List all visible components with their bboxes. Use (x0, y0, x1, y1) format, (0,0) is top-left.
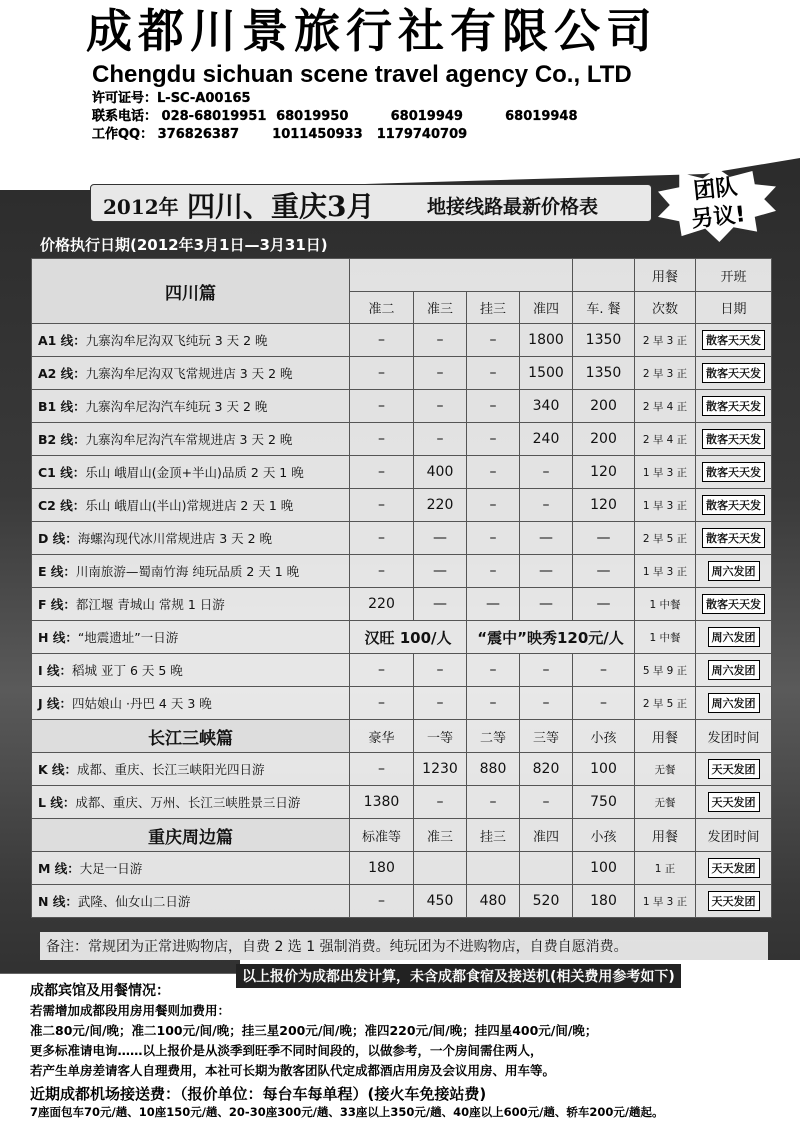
schedule-tag: 散客天天发 (702, 396, 765, 416)
meal-cell: 1 中餐 (635, 588, 696, 621)
route-name (32, 786, 350, 819)
price-cell: 1350 (573, 357, 635, 390)
price-cell: 340 (520, 390, 573, 423)
schedule-tag: 周六发团 (708, 561, 760, 581)
special-price-1: 汉旺 100/人 (350, 621, 467, 654)
price-cell: 240 (520, 423, 573, 456)
banner-rest: 地接线路最新价格表 (427, 196, 599, 218)
route-code: L 线： (38, 795, 76, 810)
price-cell: – (414, 654, 467, 687)
route-name (32, 588, 350, 621)
phone-3: 68019949 (390, 109, 463, 124)
price-cell: – (467, 390, 520, 423)
price-cell: – (467, 786, 520, 819)
route-title: 成都、重庆、万州、长江三峡胜景三日游 (75, 795, 301, 810)
price-cell: — (573, 555, 635, 588)
hotel-line-3: 更多标准请电询……以上报价是从淡季到旺季不同时间段的，以做参考，一个房间需住两人， (30, 1043, 543, 1058)
price-cell: 880 (467, 753, 520, 786)
meal-cell: 2 早 4 正 (635, 390, 696, 423)
table-row (32, 753, 772, 786)
price-cell: – (520, 456, 573, 489)
price-cell (520, 852, 573, 885)
price-cell: – (350, 423, 414, 456)
meal-cell: 2 早 3 正 (635, 324, 696, 357)
route-name (32, 489, 350, 522)
schedule-cell (696, 753, 772, 786)
table-row (32, 819, 772, 852)
route-name (32, 852, 350, 885)
meal-cell: 2 早 5 正 (635, 687, 696, 720)
schedule-cell (696, 786, 772, 819)
schedule-tag: 天天发团 (708, 858, 760, 878)
column-header: 准四 (520, 819, 573, 852)
price-cell: 100 (573, 753, 635, 786)
license-number: L-SC-A00165 (157, 91, 251, 106)
qq-1: 376826387 (157, 127, 240, 142)
price-cell: – (414, 423, 467, 456)
meal-cell: 无餐 (635, 786, 696, 819)
price-cell: – (520, 654, 573, 687)
route-title: 乐山 峨眉山(金顶+半山)品质 2 天 1 晚 (85, 465, 304, 480)
price-cell: – (350, 357, 414, 390)
title-banner (90, 184, 652, 222)
schedule-tag: 天天发团 (708, 891, 760, 911)
route-code: J 线： (38, 696, 73, 711)
quote-slogan: 以上报价为成都出发计算，未含成都食宿及接送机(相关费用参考如下) (236, 964, 681, 988)
meal-cell: 1 早 3 正 (635, 885, 696, 918)
schedule-cell (696, 456, 772, 489)
price-cell: 220 (414, 489, 467, 522)
column-header: 豪华 (350, 720, 414, 753)
schedule-tag: 散客天天发 (702, 495, 765, 515)
schedule-tag: 散客天天发 (702, 462, 765, 482)
column-header: 准二 (350, 292, 414, 324)
price-cell: – (350, 687, 414, 720)
route-title: “地震遗址”一日游 (77, 630, 179, 645)
schedule-cell (696, 522, 772, 555)
price-cell: – (573, 654, 635, 687)
price-cell: – (467, 654, 520, 687)
meal-cell: 1 正 (635, 852, 696, 885)
price-cell: – (467, 456, 520, 489)
route-name (32, 522, 350, 555)
qq-label: 工作QQ： (92, 127, 154, 142)
phone-4: 68019948 (505, 109, 578, 124)
price-cell: – (467, 324, 520, 357)
phone-line (92, 108, 578, 126)
sched-header-bottom: 日期 (696, 292, 772, 324)
route-name (32, 555, 350, 588)
price-cell: 450 (414, 885, 467, 918)
route-title: 成都、重庆、长江三峡阳光四日游 (77, 762, 265, 777)
route-title: 九寨沟牟尼沟双飞常规进店 3 天 2 晚 (85, 366, 293, 381)
price-cell: – (520, 489, 573, 522)
table-row (32, 522, 772, 555)
schedule-cell (696, 390, 772, 423)
route-name (32, 423, 350, 456)
meal-cell: 5 早 9 正 (635, 654, 696, 687)
route-code: C1 线： (38, 465, 86, 480)
route-title: 川南旅游—蜀南竹海 纯玩品质 2 天 1 晚 (75, 564, 300, 579)
schedule-tag: 周六发团 (708, 693, 760, 713)
license-line (92, 90, 251, 108)
schedule-cell (696, 423, 772, 456)
special-price-2: “震中”映秀120元/人 (467, 621, 635, 654)
table-row (32, 390, 772, 423)
schedule-tag: 周六发团 (708, 660, 760, 680)
sched-header-top: 开班 (696, 259, 772, 292)
route-code: A1 线： (38, 333, 86, 348)
fax-number: 028-68019946 (542, 145, 648, 160)
meal-cell: 1 早 3 正 (635, 489, 696, 522)
price-cell: – (414, 390, 467, 423)
column-header: 标准等 (350, 819, 414, 852)
table-row (32, 786, 772, 819)
phone-2: 68019950 (276, 109, 349, 124)
price-cell: – (467, 687, 520, 720)
price-cell: — (520, 555, 573, 588)
column-header: 一等 (414, 720, 467, 753)
table-row (32, 324, 772, 357)
price-cell: – (350, 324, 414, 357)
route-code: D 线： (38, 531, 78, 546)
price-cell: 480 (467, 885, 520, 918)
column-header: 三等 (520, 720, 573, 753)
remarks: 备注：常规团为正常进购物店，自费 2 选 1 强制消费。纯玩团为不进购物店，自费自愿消费。 (40, 932, 768, 960)
price-cell: – (573, 687, 635, 720)
price-cell: — (573, 588, 635, 621)
table-row (32, 588, 772, 621)
price-cell (414, 852, 467, 885)
column-header: 小孩 (573, 720, 635, 753)
meal-cell: 无餐 (635, 753, 696, 786)
schedule-cell (696, 654, 772, 687)
schedule-cell (696, 885, 772, 918)
price-cell: 1500 (520, 357, 573, 390)
price-cell: 1350 (573, 324, 635, 357)
price-cell: – (467, 555, 520, 588)
section-yangtze: 长江三峡篇 (32, 720, 350, 753)
effective-date: 价格执行日期(2012年3月1日—3月31日) (40, 236, 328, 254)
schedule-cell (696, 357, 772, 390)
price-cell: – (350, 489, 414, 522)
schedule-tag: 周六发团 (708, 627, 760, 647)
section-sichuan: 四川篇 (32, 259, 350, 324)
price-cell: — (520, 588, 573, 621)
route-name (32, 357, 350, 390)
route-code: C2 线： (38, 498, 86, 513)
airport-title: 近期成都机场接送费：（报价单位：每台车每单程）(接火车免接站费) (30, 1085, 487, 1103)
route-code: B1 线： (38, 399, 86, 414)
schedule-cell (696, 588, 772, 621)
column-header: 车. 餐 (573, 292, 635, 324)
phone-label: 联系电话： (92, 109, 158, 124)
badge-line-1: 团队 (692, 174, 739, 205)
price-cell: – (467, 423, 520, 456)
meal-header-top: 用餐 (635, 259, 696, 292)
schedule-tag: 散客天天发 (702, 528, 765, 548)
address-line (92, 144, 648, 162)
price-cell: – (350, 654, 414, 687)
meal-header-bottom: 次数 (635, 292, 696, 324)
price-cell: – (350, 753, 414, 786)
address-label: 地 址： (92, 145, 158, 160)
price-cell: – (414, 786, 467, 819)
route-name (32, 456, 350, 489)
price-cell: – (350, 885, 414, 918)
header-blank (350, 259, 573, 292)
banner-year: 2012年 (103, 195, 179, 219)
price-cell: 120 (573, 489, 635, 522)
route-title: 大足一日游 (79, 861, 143, 876)
airport-fees: 7座面包车70元/趟、10座150元/趟、20-30座300元/趟、33座以上350元/趟、40座以上600元/趟、轿车200元/趟起。 (30, 1105, 664, 1119)
route-name (32, 324, 350, 357)
column-header: 准四 (520, 292, 573, 324)
price-cell: – (467, 357, 520, 390)
table-row (32, 654, 772, 687)
meal-cell: 1 早 3 正 (635, 555, 696, 588)
route-name (32, 654, 350, 687)
route-title: 九寨沟牟尼沟汽车常规进店 3 天 2 晚 (85, 432, 293, 447)
schedule-cell (696, 324, 772, 357)
route-title: 九寨沟牟尼沟双飞纯玩 3 天 2 晚 (85, 333, 268, 348)
column-header: 准三 (414, 292, 467, 324)
schedule-tag: 散客天天发 (702, 429, 765, 449)
schedule-cell (696, 621, 772, 654)
table-row (32, 621, 772, 654)
route-title: 都江堰 青城山 常规 1 日游 (75, 597, 225, 612)
group-negotiable-text (669, 171, 764, 236)
meal-cell: 1 中餐 (635, 621, 696, 654)
route-code: F 线： (38, 597, 76, 612)
route-code: M 线： (38, 861, 80, 876)
route-title: 四姑娘山 ·丹巴 4 天 3 晚 (72, 696, 212, 711)
meal-cell: 2 早 3 正 (635, 357, 696, 390)
price-cell (467, 852, 520, 885)
company-name-en: Chengdu sichuan scene travel agency Co., LTD (92, 61, 632, 88)
price-cell: – (350, 522, 414, 555)
section-chongqing: 重庆周边篇 (32, 819, 350, 852)
meal-cell: 2 早 5 正 (635, 522, 696, 555)
schedule-cell (696, 555, 772, 588)
table-row (32, 456, 772, 489)
schedule-tag: 散客天天发 (702, 330, 765, 350)
route-code: E 线： (38, 564, 76, 579)
address: 成都市西安南路69号西雅图5-22室 (161, 145, 369, 160)
price-cell: 180 (350, 852, 414, 885)
schedule-tag: 散客天天发 (702, 363, 765, 383)
route-code: K 线： (38, 762, 78, 777)
price-cell: – (350, 390, 414, 423)
schedule-tag: 散客天天发 (702, 594, 765, 614)
price-cell: 520 (520, 885, 573, 918)
price-cell: — (573, 522, 635, 555)
route-title: 乐山 峨眉山(半山)常规进店 2 天 1 晚 (85, 498, 294, 513)
price-cell: 1800 (520, 324, 573, 357)
column-header: 小孩 (573, 819, 635, 852)
qq-2: 1011450933 (272, 127, 363, 142)
hotel-title: 成都宾馆及用餐情况： (30, 983, 170, 999)
qq-3: 1179740709 (376, 127, 468, 142)
company-name-cn: 成都川景旅行社有限公司 (86, 4, 658, 58)
schedule-tag: 天天发团 (708, 759, 760, 779)
meal-header: 用餐 (635, 819, 696, 852)
schedule-tag: 天天发团 (708, 792, 760, 812)
schedule-cell (696, 687, 772, 720)
table-row (32, 423, 772, 456)
sched-header: 发团时间 (696, 720, 772, 753)
hotel-line-2: 准二80元/间/晚；准二100元/间/晚；挂三星200元/间/晚；准四220元/间/晚；挂四星400元/间/晚； (30, 1023, 598, 1038)
banner-region: 四川、重庆3月 (187, 190, 375, 223)
route-title: 海螺沟现代冰川常规进店 3 天 2 晚 (77, 531, 273, 546)
route-title: 稻城 亚丁 6 天 5 晚 (72, 663, 183, 678)
route-title: 武隆、仙女山二日游 (77, 894, 191, 909)
price-cell: – (350, 456, 414, 489)
column-header: 挂三 (467, 819, 520, 852)
schedule-cell (696, 852, 772, 885)
price-cell: – (520, 786, 573, 819)
price-cell: — (414, 522, 467, 555)
table-row (32, 357, 772, 390)
route-code: B2 线： (38, 432, 86, 447)
table-row (32, 259, 772, 292)
price-cell: – (414, 357, 467, 390)
column-header: 准三 (414, 819, 467, 852)
price-cell: — (414, 588, 467, 621)
price-cell: 100 (573, 852, 635, 885)
price-cell: – (520, 687, 573, 720)
price-cell: – (467, 489, 520, 522)
price-cell: 1380 (350, 786, 414, 819)
header-blank-2 (573, 259, 635, 292)
price-cell: 120 (573, 456, 635, 489)
route-name (32, 885, 350, 918)
route-name (32, 621, 350, 654)
schedule-cell (696, 489, 772, 522)
route-name (32, 687, 350, 720)
price-cell: – (467, 522, 520, 555)
price-cell: — (414, 555, 467, 588)
meal-cell: 2 早 4 正 (635, 423, 696, 456)
route-title: 九寨沟牟尼沟汽车纯玩 3 天 2 晚 (85, 399, 268, 414)
price-cell: 820 (520, 753, 573, 786)
fax-label: 传 真： (486, 145, 539, 160)
meal-header: 用餐 (635, 720, 696, 753)
price-table (31, 258, 772, 918)
route-code: I 线： (38, 663, 73, 678)
column-header: 二等 (467, 720, 520, 753)
table-row (32, 885, 772, 918)
column-header: 挂三 (467, 292, 520, 324)
price-cell: 750 (573, 786, 635, 819)
badge-line-2: 另议! (690, 202, 747, 233)
price-cell: 400 (414, 456, 467, 489)
price-cell: 180 (573, 885, 635, 918)
route-code: A2 线： (38, 366, 86, 381)
table-row (32, 555, 772, 588)
license-label: 许可证号： (92, 91, 158, 106)
table-row (32, 687, 772, 720)
qq-line (92, 126, 467, 144)
hotel-line-1: 若需增加成都段用房用餐则加费用： (30, 1003, 231, 1018)
price-cell: – (350, 555, 414, 588)
hotel-line-4: 若产生单房差请客人自理费用，本社可长期为散客团队代定成都酒店用房及会议用房、用车等。 (30, 1063, 556, 1078)
table-row (32, 489, 772, 522)
price-cell: 220 (350, 588, 414, 621)
price-cell: — (467, 588, 520, 621)
table-row (32, 720, 772, 753)
price-cell: – (414, 687, 467, 720)
route-code: H 线： (38, 630, 78, 645)
phone-1: 028-68019951 (161, 109, 267, 124)
route-name (32, 390, 350, 423)
table-row (32, 852, 772, 885)
price-cell: – (414, 324, 467, 357)
price-cell: 1230 (414, 753, 467, 786)
route-name (32, 753, 350, 786)
price-cell: 200 (573, 390, 635, 423)
sched-header: 发团时间 (696, 819, 772, 852)
price-cell: 200 (573, 423, 635, 456)
meal-cell: 1 早 3 正 (635, 456, 696, 489)
price-cell: — (520, 522, 573, 555)
route-code: N 线： (38, 894, 78, 909)
